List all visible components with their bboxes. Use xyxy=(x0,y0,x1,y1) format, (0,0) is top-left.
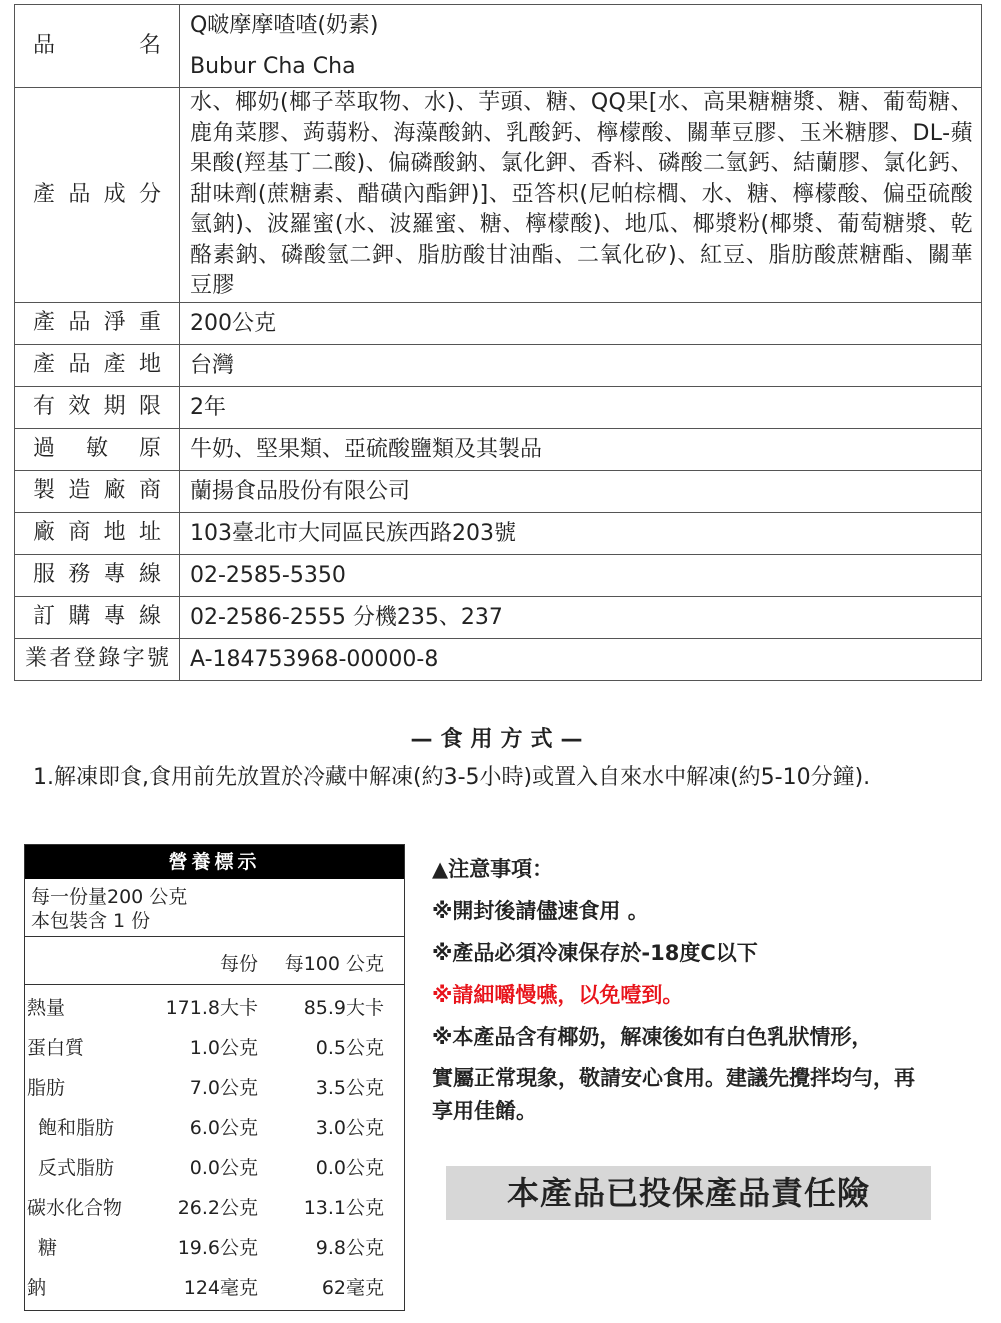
nutrient-row xyxy=(25,1105,404,1145)
nutrient-row xyxy=(25,1145,404,1185)
per-serving-value: 6.0公克 xyxy=(189,1117,258,1139)
nutrient-row xyxy=(25,1025,404,1065)
nutrient-name: 蛋白質 xyxy=(27,1037,85,1059)
per-100g-value: 0.5公克 xyxy=(315,1037,384,1059)
info-row xyxy=(15,596,982,638)
info-row xyxy=(15,470,982,512)
notice-item: ※產品必須冷凍保存於-18度C以下 xyxy=(432,941,758,965)
per-100g-value: 85.9大卡 xyxy=(303,997,384,1019)
info-row xyxy=(15,344,982,386)
per-serving-value: 19.6公克 xyxy=(177,1237,258,1259)
notice-warning: ※請細嚼慢嚥，以免噎到。 xyxy=(432,983,684,1007)
col-per-100g: 每100 公克 xyxy=(284,953,384,975)
per-serving-value: 171.8大卡 xyxy=(165,997,258,1019)
name-row xyxy=(15,5,982,88)
row-label: 訂購專線 xyxy=(15,596,180,638)
per-serving-value: 1.0公克 xyxy=(189,1037,258,1059)
nutrition-facts-panel xyxy=(24,844,405,1311)
nutrient-name: 脂肪 xyxy=(27,1077,66,1099)
per-serving-value: 124毫克 xyxy=(183,1277,258,1299)
info-row xyxy=(15,554,982,596)
nutrient-name: 鈉 xyxy=(27,1277,47,1299)
row-value: 台灣 xyxy=(180,344,982,386)
per-100g-value: 3.5公克 xyxy=(315,1077,384,1099)
nutrient-name: 反式脂肪 xyxy=(38,1157,115,1179)
per-100g-value: 0.0公克 xyxy=(315,1157,384,1179)
info-row xyxy=(15,428,982,470)
usage-text: 1.解凍即食,食用前先放置於冷藏中解凍(約3-5小時)或置入自來水中解凍(約5-10分鐘). xyxy=(33,765,871,790)
notice-item: ※開封後請儘速食用 。 xyxy=(432,899,649,923)
row-label: 廠商地址 xyxy=(15,512,180,554)
nutrition-column-headers xyxy=(25,937,404,985)
info-row xyxy=(15,512,982,554)
product-name-cn: Q啵摩摩喳喳(奶素) xyxy=(190,13,379,38)
row-value: 蘭揚食品股份有限公司 xyxy=(180,470,982,512)
row-value: 103臺北市大同區民族西路203號 xyxy=(180,512,982,554)
nutrient-name: 飽和脂肪 xyxy=(38,1117,115,1139)
row-value: A-184753968-00000-8 xyxy=(180,638,982,680)
serving-size: 每一份量200 公克 xyxy=(31,886,188,908)
row-label: 有效期限 xyxy=(15,386,180,428)
nutrient-row xyxy=(25,1185,404,1225)
per-100g-value: 3.0公克 xyxy=(315,1117,384,1139)
product-name-en: Bubur Cha Cha xyxy=(190,54,356,79)
notice-item: 實屬正常現象，敬請安心食用。建議先攪拌均勻，再享用佳餚。 xyxy=(432,1066,915,1123)
per-serving-value: 0.0公克 xyxy=(189,1157,258,1179)
nutrition-title: 營養標示 xyxy=(25,845,404,879)
ingredients-row xyxy=(15,88,982,303)
row-label: 過 敏 原 xyxy=(15,428,180,470)
per-100g-value: 62毫克 xyxy=(321,1277,384,1299)
row-label: 產品淨重 xyxy=(15,302,180,344)
nutrient-row xyxy=(25,1265,404,1305)
nutrient-row xyxy=(25,1225,404,1265)
per-100g-value: 9.8公克 xyxy=(315,1237,384,1259)
row-value: 02-2586-2555 分機235、237 xyxy=(180,596,982,638)
ingredients-value: 水、椰奶(椰子萃取物、水)、芋頭、糖、QQ果[水、高果糖糖漿、糖、葡萄糖、鹿角菜膠、蒟蒻粉、海藻酸鈉、乳酸鈣、檸檬酸、關華豆膠、玉米糖膠、DL-蘋果酸(羥基丁二酸)、偏磷酸鈉、氯化鉀、香料、磷酸二氫鈣、結蘭膠、氯化鈣、甜味劑(蔗糖素、醋磺內酯鉀)]、亞答枳(尼帕棕櫚、水、糖、檸檬酸、偏亞硫酸氫鈉)、波羅蜜(水、波羅蜜、糖、檸檬酸)、地瓜、椰漿粉(椰漿、葡萄糖漿、乾酪素鈉、磷酸氫二鉀、脂肪酸甘油酯、二氧化矽)、紅豆、脂肪酸蔗糖酯、關華豆膠 xyxy=(180,88,982,303)
row-value: 牛奶、堅果類、亞硫酸鹽類及其製品 xyxy=(180,428,982,470)
nutrient-name: 糖 xyxy=(38,1237,58,1259)
per-serving-value: 26.2公克 xyxy=(177,1197,258,1219)
servings-per-package: 本包裝含 1 份 xyxy=(31,910,151,932)
col-per-serving: 每份 xyxy=(219,953,258,975)
insurance-banner: 本產品已投保產品責任險 xyxy=(446,1166,931,1220)
nutrient-name: 熱量 xyxy=(27,997,66,1019)
row-label: 業者登錄字號 xyxy=(15,638,180,680)
row-label: 服務專線 xyxy=(15,554,180,596)
per-serving-value: 7.0公克 xyxy=(189,1077,258,1099)
nutrient-name: 碳水化合物 xyxy=(27,1197,123,1219)
per-100g-value: 13.1公克 xyxy=(303,1197,384,1219)
row-value: 02-2585-5350 xyxy=(180,554,982,596)
serving-info xyxy=(25,879,404,937)
notice-item: ※本產品含有椰奶，解凍後如有白色乳狀情形， xyxy=(432,1025,873,1049)
info-row xyxy=(15,302,982,344)
usage-title: —食用方式— xyxy=(410,727,591,752)
info-row xyxy=(15,386,982,428)
nutrient-row xyxy=(25,1065,404,1105)
info-row xyxy=(15,638,982,680)
notice-section xyxy=(432,848,922,1128)
notice-title: ▲注意事項： xyxy=(432,857,554,881)
row-label: 產品產地 xyxy=(15,344,180,386)
row-value: 200公克 xyxy=(180,302,982,344)
product-info-table xyxy=(14,4,982,681)
name-label: 品 名 xyxy=(15,5,180,88)
row-label: 製造廠商 xyxy=(15,470,180,512)
nutrient-row xyxy=(25,985,404,1025)
row-value: 2年 xyxy=(180,386,982,428)
ingredients-label: 產品成分 xyxy=(15,88,180,303)
